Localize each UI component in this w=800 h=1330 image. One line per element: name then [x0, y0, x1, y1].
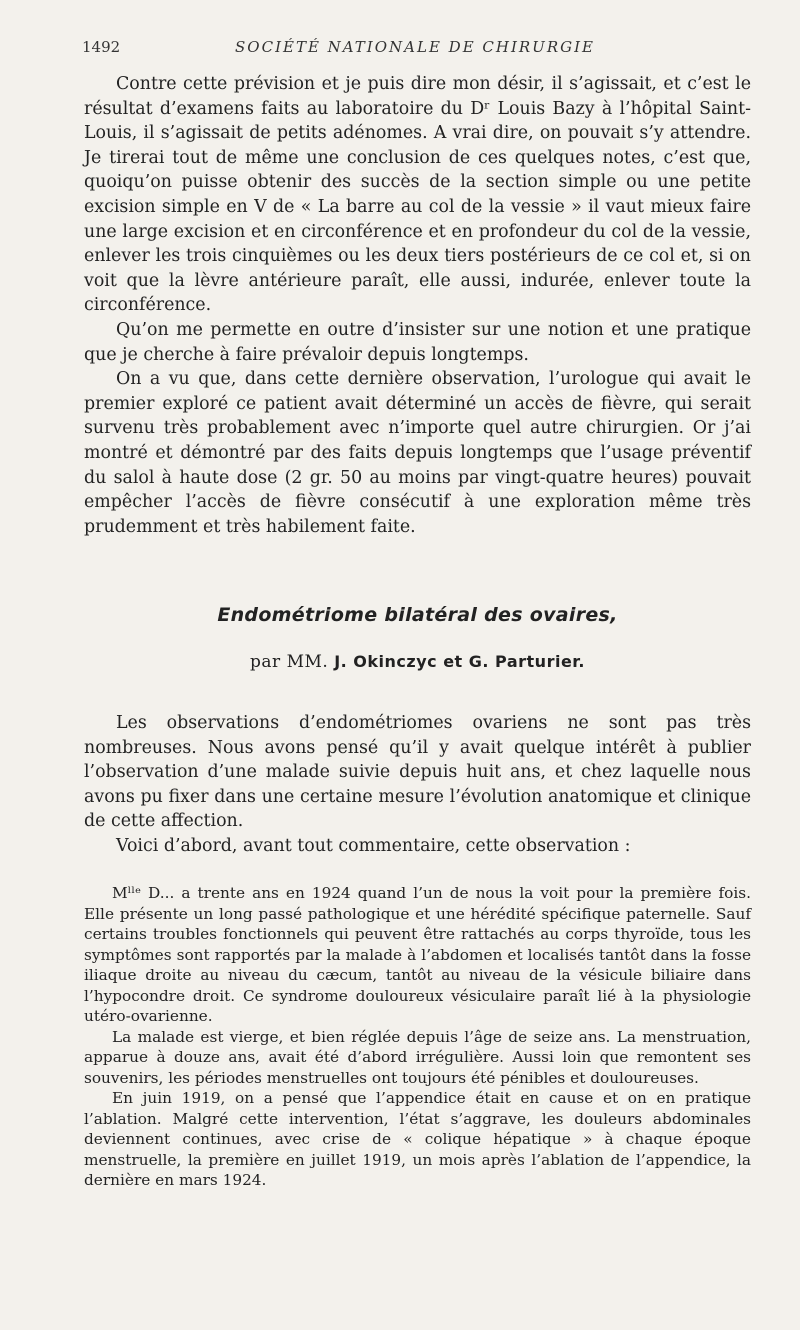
running-header — [82, 38, 748, 58]
journal-title: SOCIÉTÉ NATIONALE DE CHIRURGIE — [235, 38, 595, 56]
paragraph: On a vu que, dans cette dernière observation, l’urologue qui avait le premier exploré ce patient avait déterminé un accès de fièvre, qui serait survenu très probablement avec n’importe quel autre chirurgien. Or j’ai montré et démontré par des faits depuis longtemps que l’usage préventif du salol à haute dose (2 gr. 50 au moins par vingt-quatre heures) pouvait empêcher l’accès de fièvre consécutif à une exploration même très prudemment et très habilement faite. — [84, 369, 751, 537]
article-title: Endométriome bilatéral des ovaires, — [217, 604, 618, 626]
paragraph: En juin 1919, on a pensé que l’appendice était en cause et on en pratique l’ablation. Malgré cette intervention, l’état s’aggrave, les douleurs abdominales deviennent continues, avec crise de « colique hépatique » à chaque époque menstruelle, la première en juillet 1919, un mois après l’ablation de l’appendice, la dernière en mars 1924. — [84, 1089, 751, 1189]
page-number: 1492 — [82, 38, 121, 56]
paragraph: La malade est vierge, et bien réglée depuis l’âge de seize ans. La menstruation, apparue à douze ans, avait été d’abord irrégulière. Aussi loin que remontent ses souvenirs, les périodes menstruelles ont toujours été pénibles et douloureuses. — [84, 1027, 751, 1087]
paragraph: Mˡˡᵉ D... a trente ans en 1924 quand l’un de nous la voit pour la première fois. Elle présente un long passé pathologique et une hérédité spécifique paternelle. Sauf certains troubles fonctionnels qui peuvent être rattachés au corps thyroïde, tous les symptômes sont rapportés par la malade à l’abdomen et localisés tantôt dans la fosse iliaque droite au niveau du cæcum, tantôt au niveau de la vésicule biliaire dans l’hypocondre droit. Ce syndrome douloureux vésiculaire paraît lié à la physiologie utéro-ovarienne. — [84, 884, 751, 1025]
authors-names: J. Okinczyc et G. Parturier. — [334, 652, 585, 671]
observation-text — [84, 883, 751, 1191]
paragraph: Les observations d’endométriomes ovariens ne sont pas très nombreuses. Nous avons pensé qu’il y avait quelque intérêt à publier l’observation d’une malade suivie depuis huit ans, et chez laquelle nous avons pu fixer dans une certaine mesure l’évolution anatomique et clinique de cette affection. — [84, 713, 751, 832]
paragraph: Qu’on me permette en outre d’insister sur une notion et une pratique que je cherche à faire prévaloir depuis longtemps. — [84, 319, 751, 365]
article-introduction — [84, 711, 751, 859]
authors-prefix: par MM. — [250, 652, 329, 672]
paragraph: Contre cette prévision et je puis dire mon désir, il s’agissait, et c’est le résultat d’examens faits au laboratoire du Dʳ Louis Bazy à l’hôpital Saint-Louis, il s’agissait de petits adénomes. A vrai dire, on pouvait s’y attendre. Je tirerai tout de même une conclusion de ces quelques notes, c’est que, quoiqu’on puisse obtenir des succès de la section simple ou une petite excision simple en V de « La barre au col de la vessie » il vaut mieux faire une large excision et en circonférence et en profondeur du col de la vessie, enlever les trois cinquièmes ou les deux tiers postérieurs de ce col et, si on voit que la lèvre antérieure paraît, elle aussi, indurée, enlever toute la circonférence. — [84, 74, 751, 316]
paragraph: Voici d’abord, avant tout commentaire, cette observation : — [116, 835, 631, 856]
article-authors — [84, 652, 751, 672]
previous-article-conclusion — [84, 72, 751, 539]
